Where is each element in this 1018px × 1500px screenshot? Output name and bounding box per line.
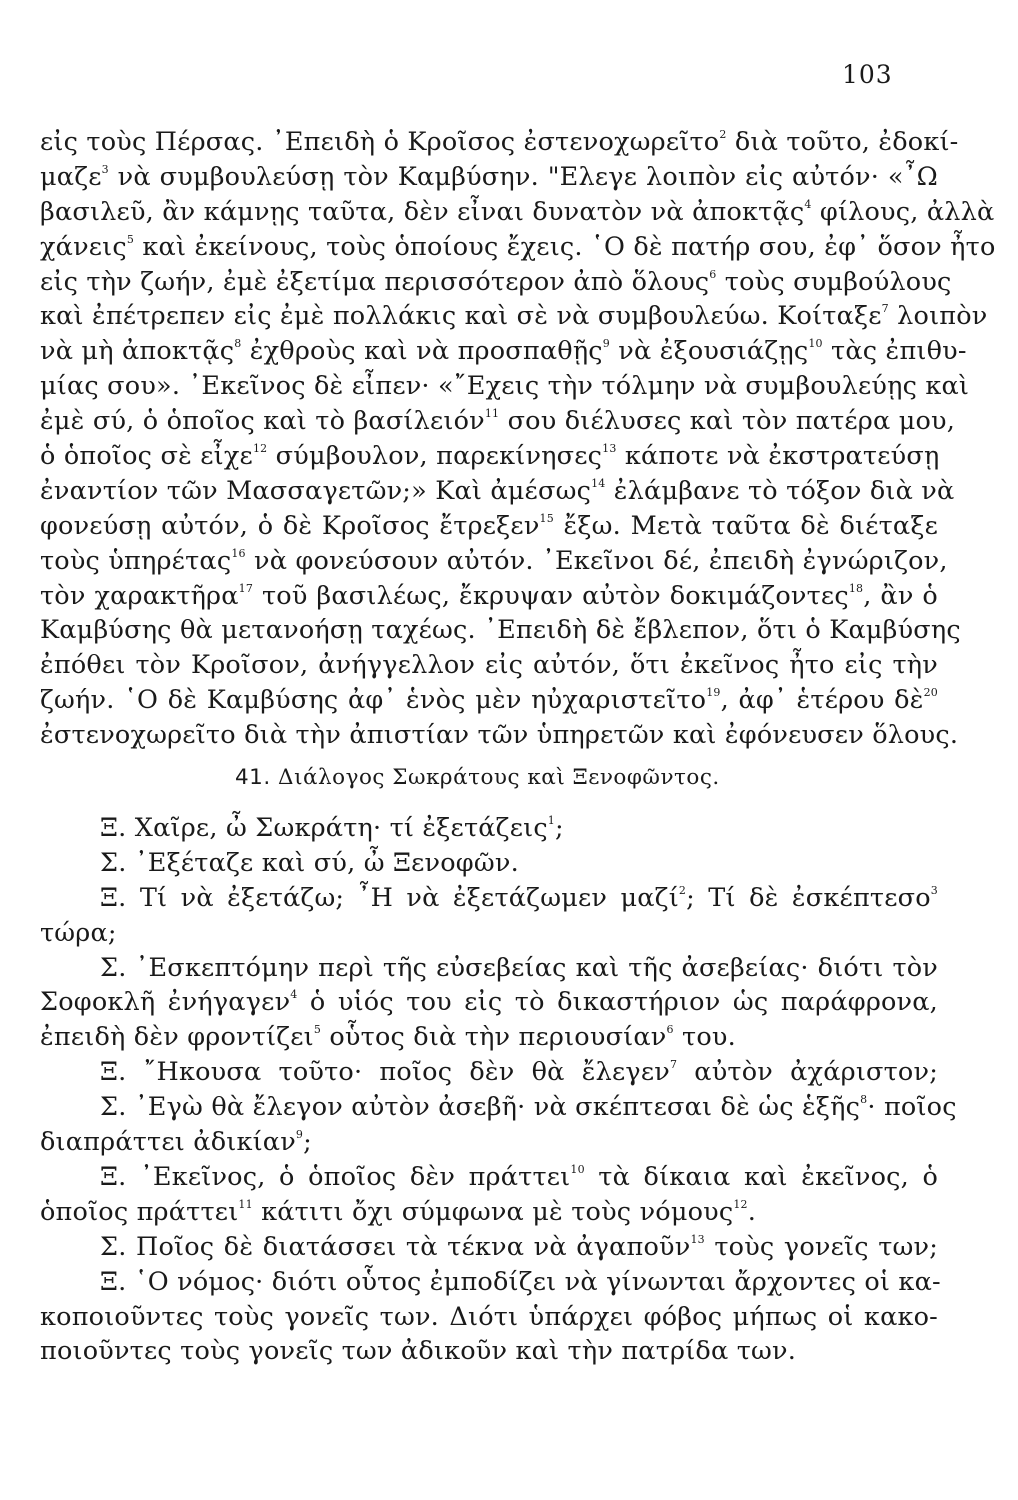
text-run: λοιπὸν xyxy=(888,301,988,332)
text-run: , ἀφ᾿ ἑτέρου δὲ xyxy=(720,685,924,716)
text-line xyxy=(40,509,938,544)
text-line xyxy=(40,683,938,718)
footnote-marker: 4 xyxy=(804,197,812,211)
dialogue-line xyxy=(40,1055,938,1090)
footnote-marker: 3 xyxy=(101,162,109,176)
narrative-paragraph xyxy=(40,125,996,753)
dialogue-line xyxy=(40,1020,938,1055)
footnote-marker: 16 xyxy=(231,546,246,560)
text-run: νὰ μὴ ἀποκτᾷς xyxy=(40,336,235,367)
text-run: τοὺς ὑπηρέτας xyxy=(40,545,232,576)
footnote-marker: 17 xyxy=(238,581,254,595)
text-run: ζωήν. ῾Ο δὲ Καμβύσης ἀφ᾿ ἑνὸς μὲν ηὐχαριστεῖτο xyxy=(40,685,707,716)
text-run: ποιοῦντες τοὺς γονεῖς των ἀδικοῦν καὶ τὴν πατρίδα των. xyxy=(40,1336,797,1367)
footnote-marker: 9 xyxy=(295,1128,304,1142)
footnote-marker: 14 xyxy=(591,476,606,490)
dialogue-line xyxy=(40,916,938,951)
text-run: ἐναντίον τῶν Μασσαγετῶν;» Καὶ ἀμέσως xyxy=(40,475,592,506)
text-run: Ξ. ῾Ο νόμος· διότι οὗτος ἐμποδίζει νὰ γίνωνται ἄρχοντες οἱ κα- xyxy=(100,1266,941,1297)
footnote-marker: 13 xyxy=(690,1232,705,1246)
text-run: Ξ. ῎Ηκουσα τοῦτο· ποῖος δὲν θὰ ἔλεγεν xyxy=(100,1057,670,1088)
text-run: Σ. Ποῖος δὲ διατάσσει τὰ τέκνα νὰ ἀγαποῦν xyxy=(100,1231,691,1262)
footnote-marker: 1 xyxy=(547,814,555,828)
text-run: ; xyxy=(303,1127,312,1158)
text-run: Σ. ᾿Εξέταζε καὶ σύ, ὦ Ξενοφῶν. xyxy=(100,847,519,878)
dialogue-line xyxy=(40,1334,938,1369)
text-run: διαπράττει ἀδικίαν xyxy=(40,1127,296,1158)
text-line xyxy=(40,474,955,509)
text-run: ἐλάμβανε τὸ τόξον διὰ νὰ xyxy=(605,475,955,506)
page-text xyxy=(40,125,996,1369)
footnote-marker: 5 xyxy=(313,1023,322,1037)
section-number: 41. xyxy=(235,765,271,791)
dialogue-line xyxy=(40,811,938,846)
text-run: κάποτε νὰ ἐκστρατεύσῃ xyxy=(616,441,940,472)
footnote-marker: 12 xyxy=(733,1197,748,1211)
text-line xyxy=(40,404,956,439)
text-run: τὰ δίκαια καὶ ἐκεῖνος, ὁ xyxy=(584,1161,938,1192)
dialogue-line xyxy=(40,1195,938,1230)
page-number: 103 xyxy=(842,60,893,89)
text-line xyxy=(40,369,970,404)
dialogue-line xyxy=(40,846,938,881)
text-line xyxy=(40,648,938,683)
text-run: σύμβουλον, παρεκίνησες xyxy=(267,441,603,472)
text-run: βασιλεῦ, ἂν κάμνῃς ταῦτα, δὲν εἶναι δυνατὸν νὰ ἀποκτᾷς xyxy=(40,196,805,227)
text-run: Σ. ᾿Εσκεπτόμην περὶ τῆς εὐσεβείας καὶ τῆς ἀσεβείας· διότι τὸν xyxy=(100,952,938,983)
text-line xyxy=(40,230,996,265)
footnote-marker: 2 xyxy=(719,128,727,141)
text-run: μαζε xyxy=(40,161,102,192)
text-line xyxy=(40,579,938,614)
text-run: ὁ υἱός του εἰς τὸ δικαστήριον ὡς παράφρονα, xyxy=(297,987,938,1018)
text-line xyxy=(40,718,959,753)
dialogue-block xyxy=(40,811,957,1369)
text-line xyxy=(40,613,961,648)
section-heading xyxy=(40,761,938,797)
text-line xyxy=(40,299,988,334)
text-run: τοὺς συμβούλους xyxy=(716,266,952,297)
text-run: φονεύσῃ αὐτόν, ὁ δὲ Κροῖσος ἔτρεξεν xyxy=(40,510,540,541)
text-run: Ξ. Τί νὰ ἐξετάζω; ῏Η νὰ ἐξετάζωμεν μαζί xyxy=(100,882,679,913)
dialogue-line xyxy=(40,1160,938,1195)
text-run: εἰς τὴν ζωήν, ἐμὲ ἐξετίμα περισσότερον ἀπὸ ὅλους xyxy=(40,266,710,297)
footnote-marker: 8 xyxy=(860,1093,868,1107)
footnote-marker: 20 xyxy=(923,686,938,700)
text-run: τώρα; xyxy=(40,917,117,948)
text-run: κάτιτι ὄχι σύμφωνα μὲ τοὺς νόμους xyxy=(252,1196,734,1227)
text-run: νὰ ἐξουσιάζῃς xyxy=(610,336,809,367)
text-run: Σ. ᾿Εγὼ θὰ ἔλεγον αὐτὸν ἀσεβῆ· νὰ σκέπτεσαι δὲ ὡς ἑξῆς xyxy=(100,1092,861,1123)
dialogue-line xyxy=(40,1230,938,1265)
text-run: νὰ συμβουλεύσῃ τὸν Καμβύσην. "Ελεγε λοιπὸν εἰς αὐτόν· «῏Ω xyxy=(108,161,938,192)
text-run: Ξ. Χαῖρε, ὦ Σωκράτη· τί ἐξετάζεις xyxy=(100,813,548,844)
dialogue-line xyxy=(40,1090,957,1125)
text-run: ; xyxy=(555,813,564,844)
footnote-marker: 15 xyxy=(539,511,554,525)
footnote-marker: 3 xyxy=(930,883,938,897)
dialogue-line xyxy=(40,985,938,1020)
text-run: εἰς τοὺς Πέρσας. ᾿Επειδὴ ὁ Κροῖσος ἐστενοχωρεῖτο xyxy=(40,127,720,157)
text-run: τοὺς γονεῖς των; xyxy=(704,1231,938,1262)
footnote-marker: 11 xyxy=(238,1197,253,1211)
text-run: Καμβύσης θὰ μετανοήσῃ ταχέως. ᾿Επειδὴ δὲ ἔβλεπον, ὅτι ὁ Καμβύσης xyxy=(40,615,961,646)
dialogue-line xyxy=(40,1265,941,1300)
text-run: διὰ τοῦτο, ἐδοκί- xyxy=(726,127,959,157)
text-run: τὸν χαρακτῆρα xyxy=(40,580,239,611)
footnote-marker: 10 xyxy=(570,1162,585,1176)
dialogue-line xyxy=(40,881,938,916)
dialogue-line xyxy=(40,1125,938,1160)
footnote-marker: 10 xyxy=(808,337,823,351)
text-line xyxy=(40,334,967,369)
text-run: οὗτος διὰ τὴν περιουσίαν xyxy=(321,1022,667,1053)
footnote-marker: 6 xyxy=(709,267,717,281)
footnote-marker: 9 xyxy=(602,337,610,351)
text-run: ἔξω. Μετὰ ταῦτα δὲ διέταξε xyxy=(553,510,939,541)
footnote-marker: 6 xyxy=(666,1023,674,1037)
text-run: ἐχθροὺς καὶ νὰ προσπαθῇς xyxy=(241,336,603,367)
text-run: καὶ ἐκείνους, τοὺς ὁποίους ἔχεις. ῾Ο δὲ πατήρ σου, ἐφ᾿ ὅσον ἦτο xyxy=(134,231,996,262)
text-line xyxy=(40,195,995,230)
footnote-marker: 13 xyxy=(602,442,617,456)
text-run: του. xyxy=(673,1022,736,1053)
footnote-marker: 19 xyxy=(706,686,721,700)
text-run: ἐπόθει τὸν Κροῖσον, ἀνήγγελλον εἰς αὐτόν, ὅτι ἐκεῖνος ἦτο εἰς τὴν xyxy=(40,650,938,681)
text-run: ὁ ὁποῖος σὲ εἶχε xyxy=(40,441,253,472)
text-line xyxy=(40,439,938,474)
text-run: αὐτὸν ἀχάριστον; xyxy=(677,1057,938,1088)
section-title: Διάλογος Σωκράτους καὶ Ξενοφῶντος. xyxy=(278,765,720,791)
footnote-marker: 4 xyxy=(290,988,298,1002)
dialogue-line xyxy=(40,951,938,986)
footnote-marker: 2 xyxy=(678,883,687,897)
footnote-marker: 7 xyxy=(669,1058,678,1072)
text-run: σου διέλυσες καὶ τὸν πατέρα μου, xyxy=(499,406,956,437)
text-run: μίας σου». ᾿Εκεῖνος δὲ εἶπεν· «῎Εχεις τὴν τόλμην νὰ συμβουλεύῃς καὶ xyxy=(40,371,970,402)
text-run: ἐπειδὴ δὲν φροντίζει xyxy=(40,1022,314,1053)
footnote-marker: 18 xyxy=(848,581,864,595)
text-run: φίλους, ἀλλὰ xyxy=(811,196,995,227)
footnote-marker: 8 xyxy=(234,337,242,351)
text-line xyxy=(40,160,938,195)
text-line xyxy=(40,125,959,160)
text-run: τοῦ βασιλέως, ἔκρυψαν αὐτὸν δοκιμάζοντες xyxy=(253,580,849,611)
text-run: Ξ. ᾿Εκεῖνος, ὁ ὁποῖος δὲν πράττει xyxy=(100,1161,571,1192)
footnote-marker: 12 xyxy=(252,442,268,456)
text-line xyxy=(40,544,948,579)
text-run: ὁποῖος πράττει xyxy=(40,1196,239,1227)
text-run: ; Τί δὲ ἐσκέπτεσο xyxy=(686,882,931,913)
footnote-marker: 7 xyxy=(881,302,889,316)
text-run: ἐμὲ σύ, ὁ ὁποῖος καὶ τὸ βασίλειόν xyxy=(40,406,485,437)
text-run: . xyxy=(747,1196,757,1227)
text-run: , ἂν ὁ xyxy=(863,580,938,611)
text-run: κοποιοῦντες τοὺς γονεῖς των. Διότι ὑπάρχει φόβος μήπως οἱ κακο- xyxy=(40,1301,938,1332)
text-run: τὰς ἐπιθυ- xyxy=(822,336,967,367)
dialogue-line xyxy=(40,1300,938,1335)
text-run: · ποῖος xyxy=(867,1092,957,1123)
text-run: Σοφοκλῆ ἐνήγαγεν xyxy=(40,987,291,1018)
text-run: νὰ φονεύσουν αὐτόν. ᾿Εκεῖνοι δέ, ἐπειδὴ ἐγνώριζον, xyxy=(245,545,948,576)
footnote-marker: 5 xyxy=(126,232,135,246)
text-line xyxy=(40,265,952,300)
footnote-marker: 11 xyxy=(484,407,500,421)
text-run: ἐστενοχωρεῖτο διὰ τὴν ἀπιστίαν τῶν ὑπηρετῶν καὶ ἐφόνευσεν ὅλους. xyxy=(40,720,959,751)
text-run: καὶ ἐπέτρεπεν εἰς ἐμὲ πολλάκις καὶ σὲ νὰ συμβουλεύω. Κοίταξε xyxy=(40,301,882,332)
text-run: χάνεις xyxy=(40,231,127,262)
